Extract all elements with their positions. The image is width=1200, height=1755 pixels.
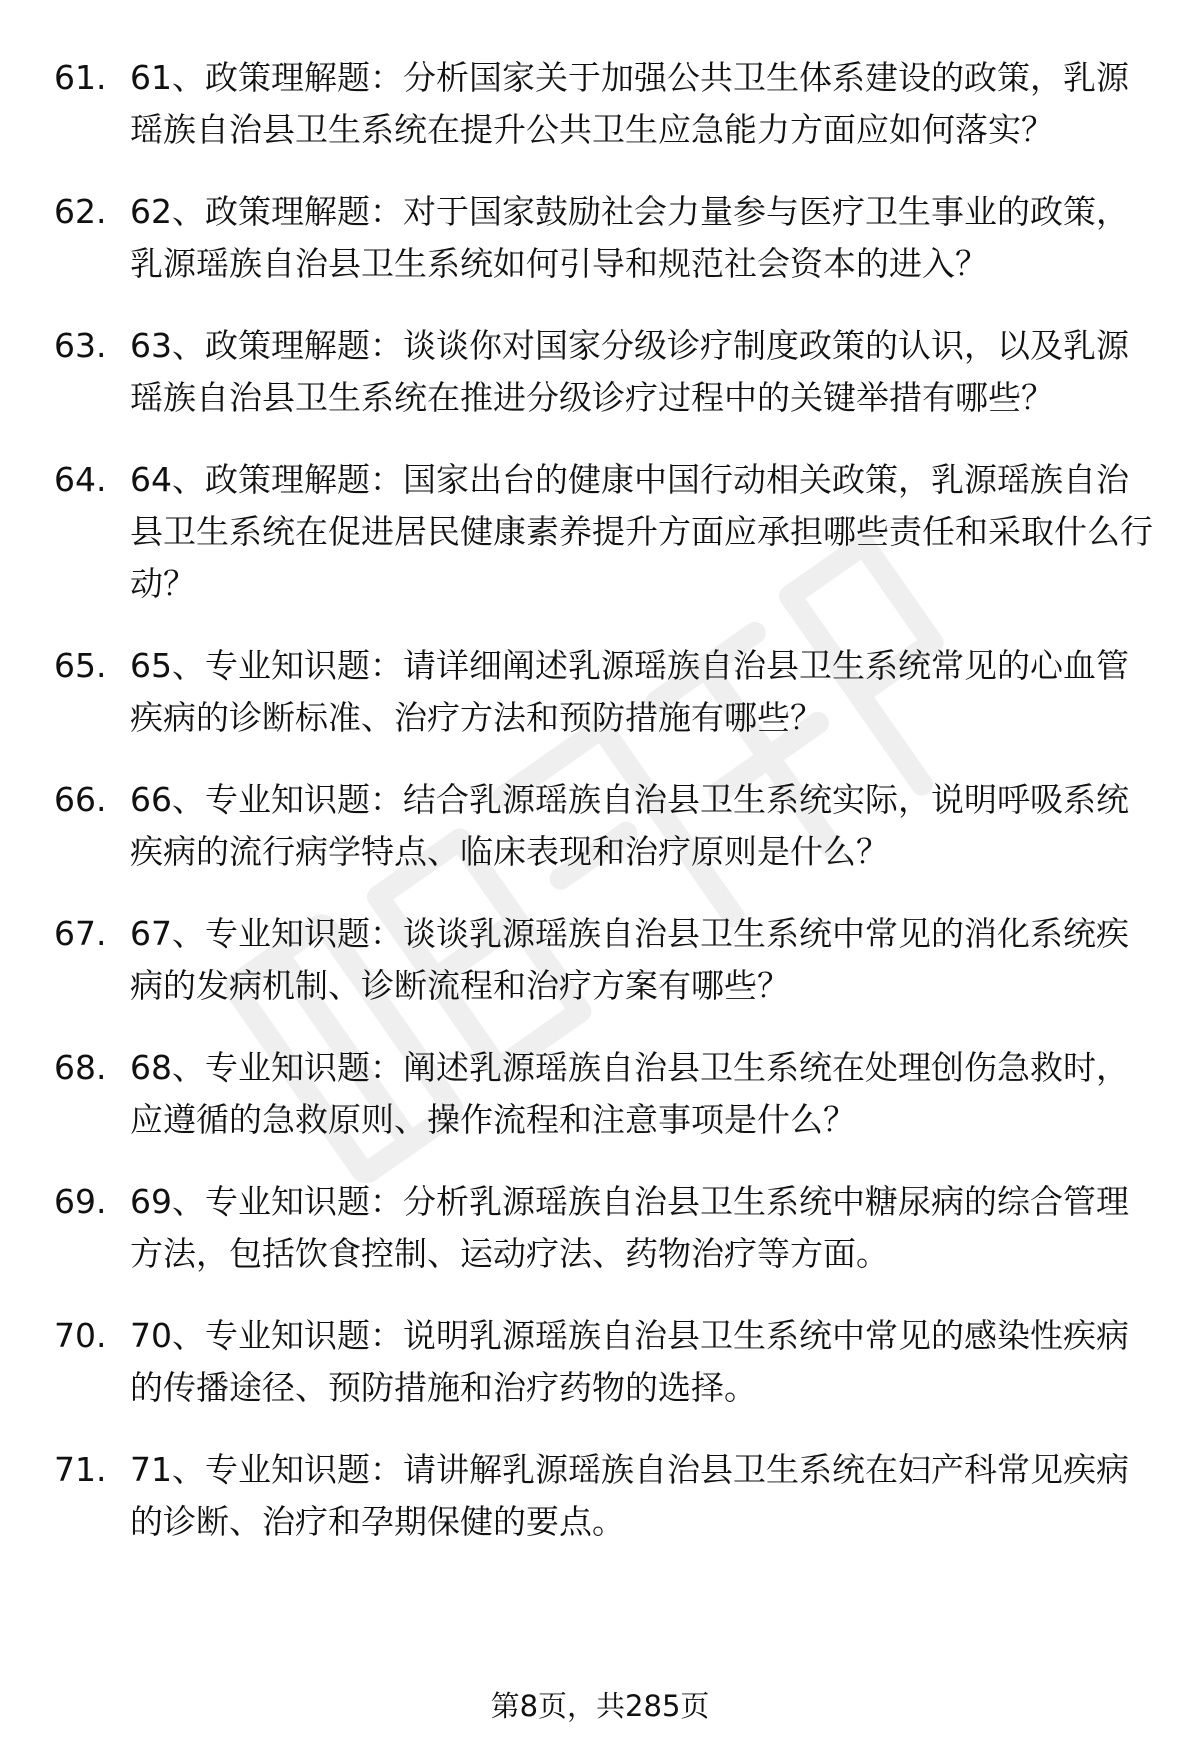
list-item — [54, 774, 1154, 878]
list-item — [54, 186, 1154, 290]
question-text: 69、专业知识题：分析乳源瑶族自治县卫生系统中糖尿病的综合管理方法，包括饮食控制、运动疗法、药物治疗等方面。 — [130, 1182, 1129, 1273]
question-list — [54, 52, 1154, 1578]
question-number: 68. — [54, 1048, 107, 1087]
question-number: 63. — [54, 326, 107, 365]
list-item — [54, 320, 1154, 424]
question-number: 71. — [54, 1450, 107, 1489]
question-number: 61. — [54, 58, 107, 97]
list-item — [54, 1176, 1154, 1280]
question-number: 62. — [54, 192, 107, 231]
question-number: 67. — [54, 914, 107, 953]
question-text: 62、政策理解题：对于国家鼓励社会力量参与医疗卫生事业的政策，乳源瑶族自治县卫生系统如何引导和规范社会资本的进入？ — [130, 192, 1129, 283]
question-number: 65. — [54, 646, 107, 685]
page-footer — [0, 1686, 1200, 1726]
question-number: 69. — [54, 1182, 107, 1221]
list-item — [54, 454, 1154, 610]
list-item — [54, 908, 1154, 1012]
question-text: 67、专业知识题：谈谈乳源瑶族自治县卫生系统中常见的消化系统疾病的发病机制、诊断流程和治疗方案有哪些？ — [130, 914, 1129, 1005]
question-text: 71、专业知识题：请讲解乳源瑶族自治县卫生系统在妇产科常见疾病的诊断、治疗和孕期保健的要点。 — [130, 1450, 1129, 1541]
question-text: 68、专业知识题：阐述乳源瑶族自治县卫生系统在处理创伤急救时，应遵循的急救原则、操作流程和注意事项是什么？ — [130, 1048, 1129, 1139]
list-item — [54, 640, 1154, 744]
question-text: 70、专业知识题：说明乳源瑶族自治县卫生系统中常见的感染性疾病的传播途径、预防措施和治疗药物的选择。 — [130, 1316, 1129, 1407]
question-text: 66、专业知识题：结合乳源瑶族自治县卫生系统实际，说明呼吸系统疾病的流行病学特点、临床表现和治疗原则是什么？ — [130, 780, 1129, 871]
question-text: 63、政策理解题：谈谈你对国家分级诊疗制度政策的认识，以及乳源瑶族自治县卫生系统在推进分级诊疗过程中的关键举措有哪些？ — [130, 326, 1129, 417]
list-item — [54, 1444, 1154, 1548]
page-number-label: 第8页，共285页 — [490, 1689, 710, 1723]
list-item — [54, 52, 1154, 156]
question-number: 70. — [54, 1316, 107, 1355]
question-text: 61、政策理解题：分析国家关于加强公共卫生体系建设的政策，乳源瑶族自治县卫生系统在提升公共卫生应急能力方面应如何落实？ — [130, 58, 1129, 149]
question-number: 64. — [54, 460, 107, 499]
question-number: 66. — [54, 780, 107, 819]
question-text: 64、政策理解题：国家出台的健康中国行动相关政策，乳源瑶族自治县卫生系统在促进居民健康素养提升方面应承担哪些责任和采取什么行动？ — [130, 460, 1153, 603]
list-item — [54, 1042, 1154, 1146]
list-item — [54, 1310, 1154, 1414]
question-text: 65、专业知识题：请详细阐述乳源瑶族自治县卫生系统常见的心血管疾病的诊断标准、治疗方法和预防措施有哪些？ — [130, 646, 1129, 737]
